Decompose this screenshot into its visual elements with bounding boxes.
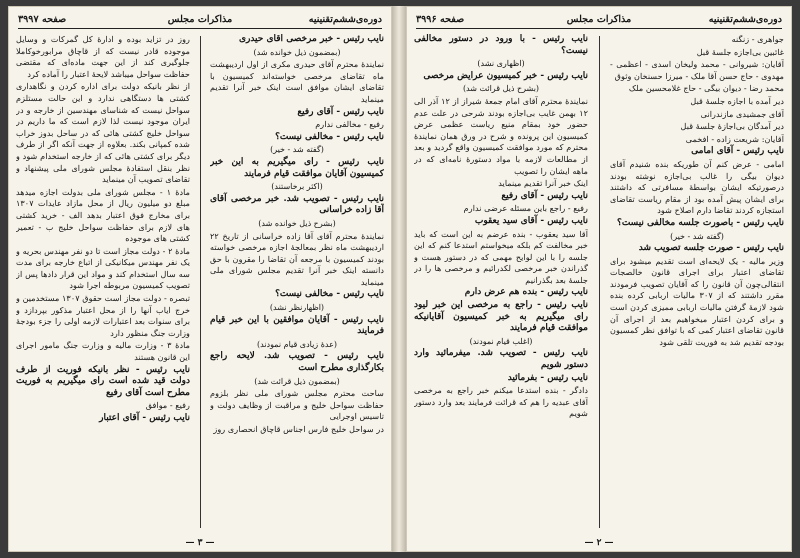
text-column-left: [414, 34, 588, 530]
text-columns: [16, 34, 384, 530]
paragraph: دیر آمده با اجازه جلسهٔ قبل: [690, 95, 784, 106]
paragraph: رفیع - مخالفی ندارم: [315, 119, 384, 130]
speaker-line: نایب رئیس - صورت جلسه تصویب شد: [638, 243, 784, 254]
text-column-left: [16, 34, 190, 530]
paragraph: نمایندهٔ محترم آقای حیدری مکری از اول اردیبهشت ماه تقاضای مرخصی خواسته‌اند کمیسیون با تقاضای ایشان موافق است اینک خبر آنرا تقدیم مینماید: [210, 59, 384, 104]
stage-note: (عدهٔ زیادی قیام نمودند): [257, 339, 337, 349]
speaker-line: نایب رئیس - آقای رفیع: [297, 106, 384, 117]
paragraph: محمد رضا - دیوان بیگی - حاج غلامحسین ملک: [628, 83, 784, 94]
book-gutter: [392, 6, 406, 552]
paragraph: جواهری - زنگنه: [731, 34, 784, 44]
paragraph: دادگر - بنده استدعا میکنم خبر راجع به مرخصی آقای عبدیه را هم که قرائت فرمایند بعد وارد دستور شویم: [414, 385, 588, 419]
paragraph: امامی - عرض کنم آن طوریکه بنده شنیدم آقای دیوان بیگی را غالب بی‌اجازه نوشته بودند درصورتیکه ایشان بواسطهٔ مسافرتی که داشتند برای ایشان پیش آمده بود از مقام ریاست تقاضای استجازه کردند تقاضا دارم اصلاح شود: [610, 158, 784, 216]
speaker-line: نایب رئیس - رای میگیریم به این خبر کمیسیون آقایان موافقت قیام فرمایند: [210, 156, 384, 179]
session-label: دوره‌ی‌ششم‌تقنینیه: [708, 14, 782, 25]
column-rule: [599, 36, 600, 528]
paragraph: مادهٔ ۳ - وزارت مالیه و وزارت جنگ مامور اجرای این قانون هستند: [16, 340, 190, 363]
page-number: صفحه ۳۹۹۶: [416, 14, 465, 25]
paragraph: از نظر بانیکه دولت برای اداره کردن و نگاهداری کشتی ها دستگاهی ندارد و این حالت مستلزم سواحل نیست که شناسای مهندسین از خارجه و در ایران موجود نیست لذا لازم است که ما داریم در سواحل خلیج کشتی هائی که در ساحل بدوز خراب شده کمپانی بکند. بعلاوه از جهت آنکه اگر از طرف دیگر برای کشتی هائی که از خارجه استخدام شود و نظر بنقل استفادهٔ مجلس شورای ملی پیشنهاد و تقاضای تصویب آن مینماید: [16, 81, 190, 185]
speaker-line: نایب رئیس - آقای امامی: [691, 146, 784, 157]
speaker-line: نایب رئیس - مخالفی نیست؟: [275, 131, 384, 142]
paragraph: در سواحل خلیج فارس اجناس قاچاق انحصاری روز: [213, 424, 384, 434]
speaker-line: نایب رئیس - خبر کمیسیون عرایض مرخصی: [423, 70, 588, 81]
paragraph: مادهٔ ۱ - مجلس شورای ملی بدولت اجازه میدهد مبلغ دو میلیون ریال از محل مازاد عایدات ۱۳۰۷ برای مخارج فوق اعتبار بدهد الف - خرید کشتی های لازم برای حفاظت سواحل خلیج ب - تعمیر کشتی های موجوده: [16, 186, 190, 244]
speaker-line: نایب رئیس - با ورود در دستور مخالفی نیست؟: [414, 34, 588, 56]
page-header: [416, 12, 782, 29]
speaker-line: نایب رئیس - تصویب شد. لایحه راجع بکارگذاری مطرح است: [210, 351, 384, 374]
folio: — ۲ —: [584, 538, 614, 548]
speaker-line: نایب رئیس - مخالفی نیست؟: [275, 289, 384, 300]
text-column-right: [610, 34, 784, 530]
running-title: مذاکرات مجلس: [167, 14, 233, 25]
paragraph: مادهٔ ۲ - دولت مجاز است تا دو نفر مهندس بحریه و یک نفر مهندس میکانیکی از اتباع خارجه برای مدت سه سال استخدام کند و مواد این قرار دادها پس از تصویب کمیسیون مربوطه اجرا شود: [16, 245, 190, 291]
paragraph: وزیر مالیه - یک لایحه‌ای است تقدیم میشود برای تقاضای اعتبار برای اجرای قانون خالصجات انتقالی‌چون آن قانون را که آقایان تصویب فرمودند مقرر داشتند که از ۳۰۷ مالیات اربابی کرده بنده شود لازمهٔ گرفتن مالیات اربابی ممیزی کردن است و برای کردن اعتبار میخواهیم بعد از اجرای آن قانون تقاضای اعتبار کمی که با توافق نظر کمسیون بودجه تقدیم شد به فوریت تلقی شود: [610, 255, 784, 347]
paragraph: رفیع - موافق: [145, 400, 190, 411]
paragraph: نمایندهٔ محترم آقای آقا زاده خراسانی از تاریخ ۲۲ اردیبهشت ماه نظر بمعالجهٔ اجازه مرخصی خواسته بودند کمیسیون با مرجعه آن تقاضا را مقرون با حق دانسته اینک خبر آنرا تقدیم مجلس شورای ملی مینماید: [210, 230, 384, 287]
speaker-line: نایب رئیس - باصورت جلسه مخالفی نیست؟: [617, 217, 784, 228]
speaker-line: نایب رئیس - بنده هم عرض دارم: [464, 287, 588, 298]
stage-note: (اظهارنظر نشد): [269, 303, 325, 313]
paragraph: آقای جمشیدی مازندرانی: [700, 108, 784, 119]
page-right: [406, 6, 792, 552]
speaker-line: نایب رئیس - راجع به مرخصی این خبر لیود رای میگیریم به خبر کمیسیون آقایانیکه موافقت قیام فرمایند: [414, 300, 588, 334]
speaker-line: نایب رئیس - تصویب شد. خبر مرخصی آقای آقا زاده خراسانی: [210, 193, 384, 216]
paragraph: تبصره - دولت مجاز است حقوق ۱۳۰۷ مستخدمین و خرج ایاب آنها را از محل اعتبار مذکور بپردازد و برای سنوات بعد اعتبارات لازمه اولی را جزء بودجهٔ وزارت جنگ منظور دارد: [16, 293, 190, 338]
stage-note: (اغلب قیام نمودند): [469, 336, 533, 346]
speaker-line: نایب رئیس - آقای سید یعقوب: [474, 215, 588, 226]
paragraph: غائبین بی‌اجازه جلسهٔ قبل: [696, 46, 784, 57]
speaker-line: نایب رئیس - آقای اعتبار: [99, 413, 190, 423]
page-header: [18, 12, 382, 29]
speaker-line: نایب رئیس - آقای رفیع: [501, 190, 588, 201]
stage-note: (گفته شد - خیر): [270, 145, 324, 155]
session-label: دوره‌ی‌ششم‌تقنینیه: [308, 14, 382, 25]
speaker-line: نایب رئیس - نظر بانیکه فوریت از طرف دولت قید شده است رای میگیریم به فوریت مطرح است آقای رفیع: [16, 364, 190, 398]
text-column-right: [210, 34, 384, 530]
speaker-line: نایب رئیس - خبر مرخصی آقای حیدری: [238, 34, 384, 44]
running-title: مذاکرات مجلس: [566, 14, 632, 25]
paragraph: آقایان: شریعت زاده - افخمی: [685, 133, 784, 144]
paragraph: دیر آمدگان بی‌اجازهٔ جلسهٔ قبل: [680, 121, 784, 132]
paragraph: آقایان: شیروانی - محمد ولیخان اسدی - اعظمی - مهدوی - حاج حسن آقا ملک - میرزا حسنخان وثوق: [610, 59, 784, 81]
paragraph: روز در تزاید بوده و ادارهٔ کل گمرکات و وسایل موجوده قادر نیست که از قاچاق مرابورخوکاملا جلوگیری کند از این جهت ماده‌ای که مقتضی حفاظت سواحل میباشد لایحهٔ اعتبار را آماده کرد: [16, 34, 190, 79]
speaker-line: نایب رئیس - تصویب شد. میفرمائید وارد دستور شویم: [414, 348, 588, 371]
stage-note: (اکثر برخاستند): [271, 182, 323, 192]
paragraph: ساحت محترم مجلس شورای ملی نظر بلزوم حفاظت سواحل خلیج و مراقبت از وظایف دولت و تاسیس اوجرایی: [210, 388, 384, 422]
stage-note: (بشرح ذیل قرائت شد): [462, 84, 540, 94]
speaker-line: نایب رئیس - آقایان موافقین با این خبر قیام فرمایند: [210, 314, 384, 337]
paragraph: آقا سید یعقوب - بنده عرضم به این است که باید خبر مخالفت کم بلکه میخواستم استدعا کنم که این جلسه را با این لوایح مهمی که در دستور هست و گذراندن خبر مرخصی لکدرائیم و مرخصی ها را در جلسهٔ بعد بگذرانیم: [414, 228, 588, 285]
paragraph: نمایندهٔ محترم آقای امام جمعهٔ شیراز از ۱۲ آذر الی ۱۲ بهمن غایب بی‌اجازه بودند شرحی در علت عدم حضور خود بمقام منیع ریاست عظمی عرض کمیسیون این پرونده و شرح در ورق همان نمایندهٔ محترم که مورد موافقت کمیسیون واقع گردید و بعد از مطالعات لازمه با مواد دستورهٔ نامه‌ای که در ماهه ایشان را تصویب: [414, 95, 588, 176]
stage-note: (بشرح ذیل خوانده شد): [258, 218, 336, 228]
folio: — ۳ —: [185, 538, 215, 548]
stage-note: (اظهاری نشد): [477, 59, 525, 69]
paragraph: رفیع - راجع باین مسئله عرضی ندارم: [463, 203, 588, 214]
page-number: صفحه ۳۹۹۷: [18, 14, 67, 25]
stage-note: (بمضمون ذیل قرائت شد): [254, 376, 340, 386]
stage-note: (گفته شد - خیر): [670, 231, 724, 241]
page-left: [8, 6, 392, 552]
text-columns: [414, 34, 784, 530]
column-rule: [200, 36, 201, 528]
stage-note: (بمضمون ذیل خوانده شد): [253, 47, 341, 57]
paragraph: اینک خبر آنرا تقدیم مینماید: [498, 178, 588, 189]
speaker-line: نایب رئیس - بفرمائید: [507, 372, 588, 383]
